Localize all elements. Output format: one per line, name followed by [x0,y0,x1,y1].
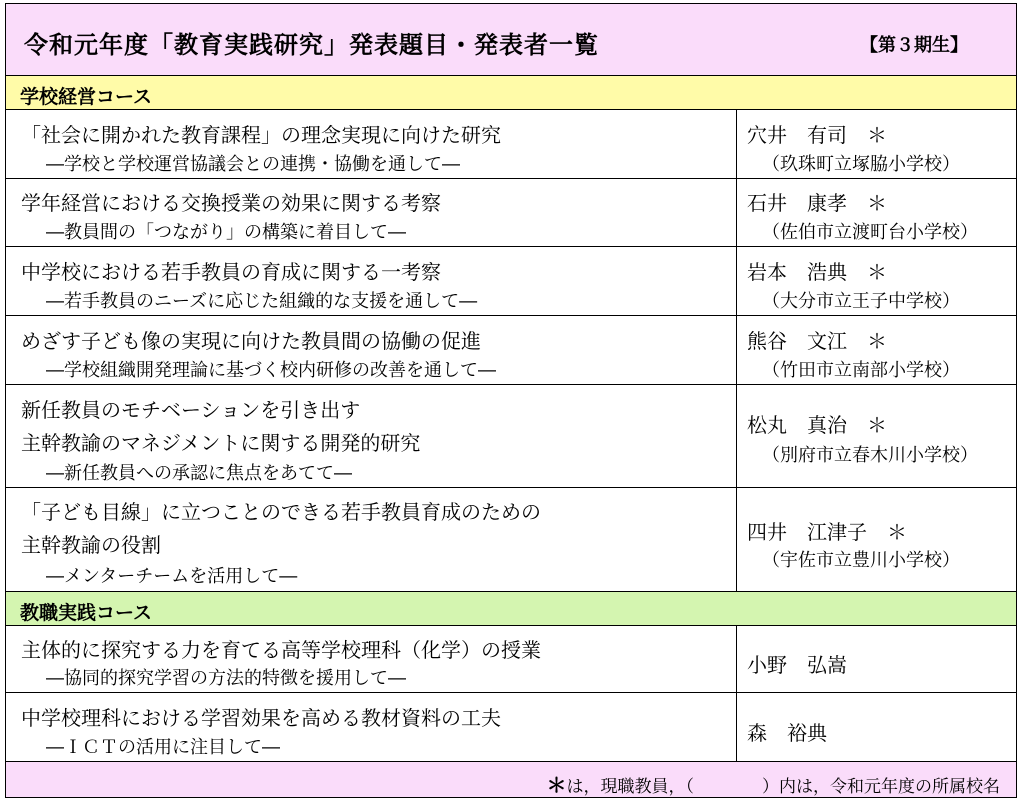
table-row [6,315,1016,384]
presenter-school: （宇佐市立豊川小学校） [762,550,960,571]
research-title-line-1: 「子ども目線」に立つことのできる若手教員育成のための [21,500,541,524]
research-title: 「社会に開かれた教育課程」の理念実現に向けた研究 [21,123,501,147]
footnote-row [6,761,1016,797]
table-row [6,625,1016,692]
presenter-school: （竹田市立南部小学校） [762,360,960,381]
course-label: 学校経営コース [20,86,153,108]
presenter-name: 四井 江津子 ＊ [747,520,907,544]
course-header-practice [6,591,1016,625]
presenter-name: 穴井 有司 ＊ [747,123,887,147]
research-title: めざす子ども像の実現に向けた教員間の協働の促進 [21,329,481,353]
page-title: 令和元年度「教育実践研究」発表題目・発表者一覧 [24,31,599,59]
column-divider [736,247,737,315]
research-subtitle: ―メンターチームを活用して― [46,566,298,587]
research-title-line-2: 主幹教諭の役割 [21,533,161,557]
table-row [6,384,1016,487]
presenter-name: 熊谷 文江 ＊ [747,329,887,353]
column-divider [736,385,737,487]
column-divider [736,626,737,692]
cohort-badge: 【第３期生】 [860,35,968,56]
presenter-school: （佐伯市立渡町台小学校） [762,222,978,243]
column-divider [736,316,737,384]
column-divider [736,693,737,761]
presenter-name: 森 裕典 [747,721,827,745]
title-row [6,4,1016,75]
column-divider [736,110,737,178]
table-row [6,487,1016,591]
research-title: 中学校における若手教員の育成に関する一考察 [21,260,441,284]
research-subtitle: ―学校と学校運営協議会との連携・協働を通して― [46,154,460,175]
presenter-name: 石井 康孝 ＊ [747,191,887,215]
research-subtitle: ―協同的探究学習の方法的特徴を援用して― [46,668,406,689]
presenter-school: （別府市立春木川小学校） [762,445,978,466]
research-subtitle: ―若手教員のニーズに応じた組織的な支援を通して― [46,291,478,312]
research-title-line-2: 主幹教諭のマネジメントに関する開発的研究 [21,431,421,455]
research-title: 主体的に探究する力を育てる高等学校理科（化学）の授業 [21,638,541,662]
footnote [547,769,1001,798]
presentation-list-table [5,3,1017,798]
research-title: 中学校理科における学習効果を高める教材資料の工夫 [21,706,501,730]
research-subtitle: ―教員間の「つながり」の構築に着目して― [46,222,406,243]
presenter-name: 小野 弘嵩 [747,653,847,677]
table-row [6,692,1016,761]
presenter-school: （玖珠町立塚脇小学校） [762,154,960,175]
column-divider [736,488,737,591]
presenter-name: 岩本 浩典 ＊ [747,260,887,284]
presenter-name: 松丸 真治 ＊ [747,413,887,437]
asterisk-mark: ＊ [546,773,567,797]
research-title-line-1: 新任教員のモチベーションを引き出す [21,398,361,422]
table-row [6,109,1016,178]
course-header-management [6,75,1016,109]
research-subtitle: ―新任教員への承認に焦点をあてて― [46,463,352,484]
footnote-text: は，現職教員，（ ）内は，令和元年度の所属校名 [566,777,1000,797]
column-divider [736,179,737,246]
research-subtitle: ―学校組織開発理論に基づく校内研修の改善を通して― [46,360,496,381]
research-subtitle: ―ＩＣＴの活用に注目して― [46,737,280,758]
table-row [6,246,1016,315]
table-row [6,178,1016,246]
research-title: 学年経営における交換授業の効果に関する考察 [21,191,441,215]
presenter-school: （大分市立王子中学校） [762,291,960,312]
course-label: 教職実践コース [20,602,153,624]
